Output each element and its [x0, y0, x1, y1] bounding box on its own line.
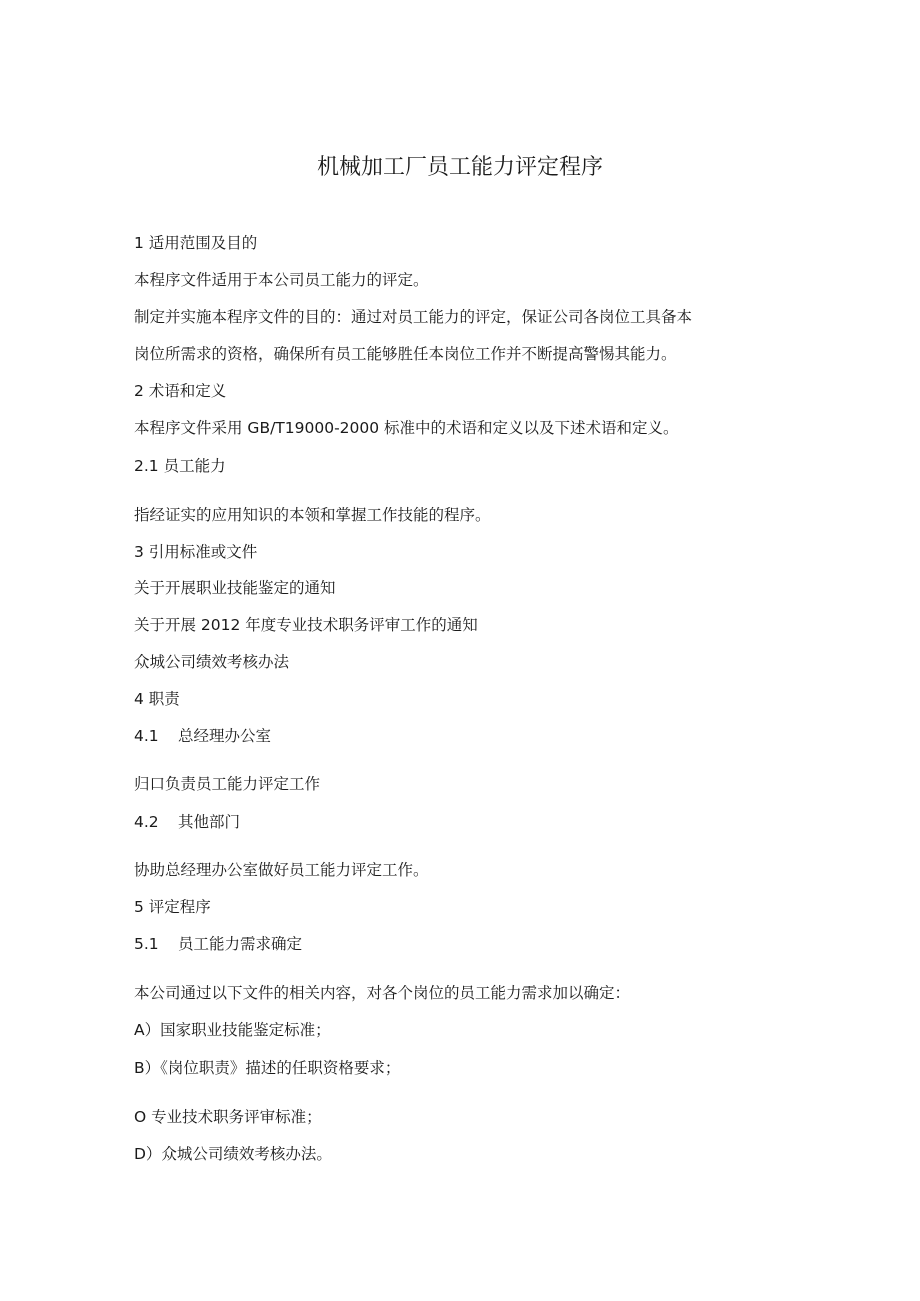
heading-4-2: [134, 811, 240, 833]
heading-1: 1 适用范围及目的: [134, 234, 258, 252]
paragraph-5-1-body: 本公司通过以下文件的相关内容，对各个岗位的员工能力需求加以确定：: [134, 984, 631, 1002]
heading-5: 5 评定程序: [134, 898, 211, 916]
paragraph-4-1-body: 归口负责员工能力评定工作: [134, 775, 321, 793]
reference-item-2: 关于开展 2012 年度专业技术职务评审工作的通知: [134, 616, 478, 634]
section-text: 其他部门: [178, 813, 241, 831]
heading-2: 2 术语和定义: [134, 382, 227, 400]
section-text: 总经理办公室: [178, 727, 272, 745]
heading-4-1: [134, 725, 271, 747]
list-item-a: A）国家职业技能鉴定标准；: [134, 1021, 331, 1039]
reference-item-3: 众城公司绩效考核办法: [134, 653, 290, 671]
paragraph-purpose-line-2: 岗位所需求的资格，确保所有员工能够胜任本岗位工作并不断提高警惕其能力。: [134, 345, 677, 363]
paragraph-terms: 本程序文件采用 GB/T19000-2000 标准中的术语和定义以及下述术语和定义。: [134, 419, 679, 437]
paragraph-definition: 指经证实的应用知识的本领和掌握工作技能的程序。: [134, 506, 491, 524]
page-title: 机械加工厂员工能力评定程序: [316, 155, 603, 180]
list-item-d: D）众城公司绩效考核办法。: [134, 1145, 332, 1163]
paragraph-4-2-body: 协助总经理办公室做好员工能力评定工作。: [134, 861, 429, 879]
list-item-b: B）《岗位职责》描述的任职资格要求；: [134, 1059, 401, 1077]
heading-2-1: 2.1 员工能力: [134, 457, 226, 475]
section-text: 员工能力需求确定: [178, 935, 303, 953]
section-number: 4.2: [134, 813, 159, 831]
heading-4: 4 职责: [134, 690, 180, 708]
heading-3: 3 引用标准或文件: [134, 543, 258, 561]
list-item-c: O 专业技术职务评审标准；: [134, 1108, 322, 1126]
reference-item-1: 关于开展职业技能鉴定的通知: [134, 579, 336, 597]
section-number: 4.1: [134, 727, 159, 745]
paragraph-scope: 本程序文件适用于本公司员工能力的评定。: [134, 271, 429, 289]
section-number: 5.1: [134, 935, 159, 953]
paragraph-purpose-line-1: 制定并实施本程序文件的目的：通过对员工能力的评定，保证公司各岗位工具备本: [134, 308, 693, 326]
heading-5-1: [134, 933, 302, 955]
